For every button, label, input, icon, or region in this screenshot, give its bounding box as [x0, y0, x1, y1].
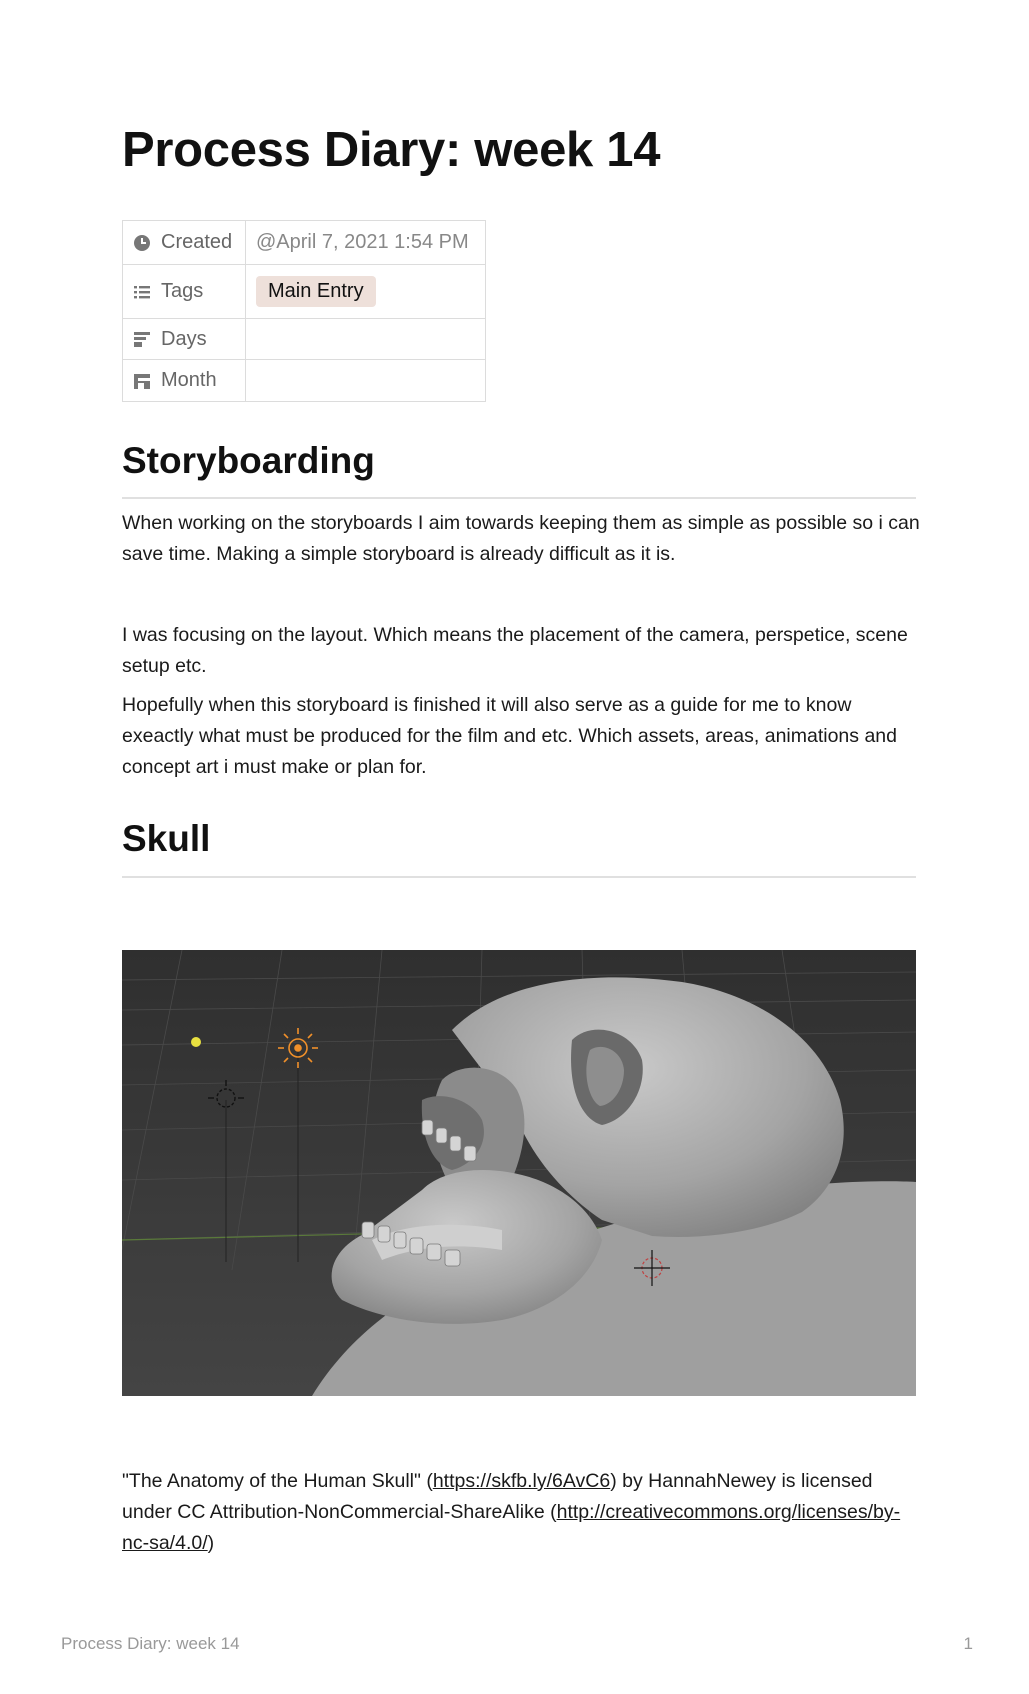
formula-icon [133, 372, 151, 390]
sketchfab-link[interactable]: https://skfb.ly/6AvC6 [432, 1470, 611, 1492]
heading-storyboarding: Storyboarding [122, 440, 916, 499]
page-number: 1 [963, 1634, 973, 1653]
formula-icon [133, 330, 151, 348]
property-key-days: Days [161, 327, 207, 350]
clock-icon [133, 234, 151, 252]
property-row-days [123, 319, 486, 360]
storyboarding-paragraph-1: When working on the storyboards I aim towards keeping them as simple as possible so i can save time. Making a simple storyboard is already difficult as it is. [122, 512, 920, 565]
property-value-created[interactable]: @April 7, 2021 1:54 PM [246, 221, 486, 265]
license-link[interactable]: http://creativecommons.org/licenses/by-nc-sa/4.0/ [122, 1501, 901, 1554]
property-row-created [123, 221, 486, 265]
heading-skull: Skull [122, 818, 916, 878]
footer-title: Process Diary: week 14 [61, 1634, 240, 1653]
sun-light-icon [278, 1028, 318, 1068]
property-key-month: Month [161, 369, 217, 391]
property-key-created: Created [161, 231, 233, 253]
property-key-tags: Tags [161, 280, 204, 302]
point-light-icon [191, 1037, 201, 1047]
skull-credit-text: "The Anatomy of the Human Skull" (https://skfb.ly/6AvC6) by HannahNewey is licensed under CC Attribution-NonCommercial-ShareAlike (http://creativecommons.org/licenses/by-nc-sa/4.0/) [122, 1470, 901, 1554]
tag-main-entry[interactable]: Main Entry [256, 276, 376, 307]
storyboarding-paragraph-3: Hopefully when this storyboard is finished it will also serve as a guide for me to know exeactly what must be produced for the film and etc. Which assets, areas, animations and concept art i must make or plan for. [122, 694, 897, 778]
storyboarding-paragraph-2: I was focusing on the layout. Which means the placement of the camera, perspetice, scene setup etc. [122, 624, 908, 677]
property-value-month[interactable] [246, 360, 486, 402]
property-value-days[interactable] [246, 319, 486, 360]
list-icon [133, 283, 151, 301]
properties-table [122, 220, 486, 402]
property-row-month [123, 360, 486, 402]
page-title: Process Diary: week 14 [122, 123, 661, 177]
skull-render-image [122, 950, 916, 1396]
property-row-tags [123, 265, 486, 319]
